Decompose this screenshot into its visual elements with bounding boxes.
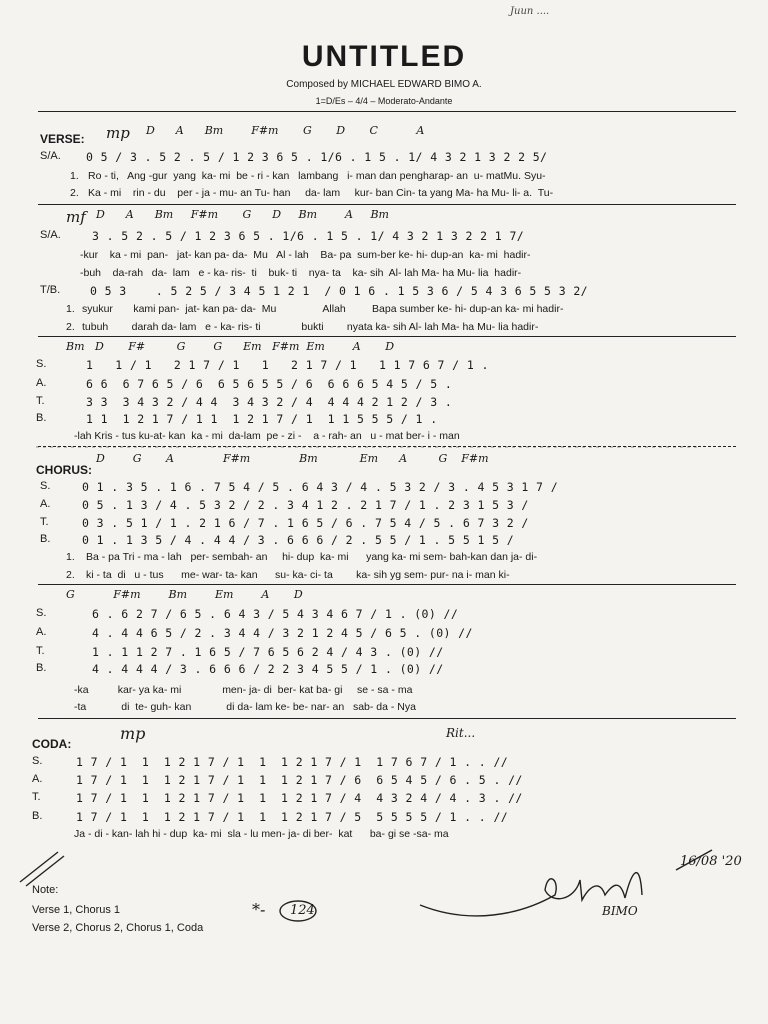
- verse-b-label: B.: [36, 412, 47, 424]
- verse-tb-label: T/B.: [40, 284, 61, 296]
- chorus-chords-1: D G A F#m Bm Em A G F#m: [96, 452, 489, 465]
- verse-chords-3: Bm D F# G G Em F#m Em A D: [66, 340, 395, 353]
- verse-lyric-2d-num: 2.: [66, 321, 75, 333]
- verse-s-notes: 1 1 / 1 2 1 7 / 1 1 2 1 7 / 1 1 1 7 6 7 / 1 .: [86, 358, 489, 372]
- chorus-lyric-a: Ba - pa Tri - ma - lah per- sembah- an hi- dup ka- mi yang ka- mi sem- bah-kan dan ja- di-: [86, 551, 538, 563]
- coda-s-notes: 1 7 / 1 1 1 2 1 7 / 1 1 1 2 1 7 / 1 1 7 6 7 / 1 . . //: [76, 755, 509, 769]
- chorus-s2-label: S.: [36, 607, 47, 619]
- chorus-t-label: T.: [40, 516, 49, 528]
- coda-ritardando: Rit...: [446, 726, 476, 740]
- coda-b-label: B.: [32, 810, 43, 822]
- verse-b-notes: 1 1 1 2 1 7 / 1 1 1 2 1 7 / 1 1 1 5 5 5 / 1 .: [86, 412, 438, 426]
- circled-number: 124: [290, 903, 315, 918]
- header-scribble: Juun ....: [510, 6, 550, 17]
- verse-lyric-1b-num: 2.: [70, 187, 79, 199]
- chorus-b2-notes: 4 . 4 4 4 / 3 . 6 6 6 / 2 2 3 4 5 5 / 1 . (0) //: [92, 662, 444, 676]
- coda-lyric: Ja - di - kan- lah hi - dup ka- mi sla - lu men- ja- di ber- kat ba- gi se -sa- ma: [74, 828, 449, 840]
- verse-a-notes: 6 6 6 7 6 5 / 6 6 5 6 5 5 / 6 6 6 6 5 4 5 / 5 .: [86, 377, 453, 391]
- chorus-s-notes: 0 1 . 3 5 . 1 6 . 7 5 4 / 5 . 6 4 3 / 4 . 5 3 2 / 3 . 4 5 3 1 7 /: [82, 480, 559, 494]
- coda-a-notes: 1 7 / 1 1 1 2 1 7 / 1 1 1 2 1 7 / 6 6 5 4 5 / 6 . 5 . //: [76, 773, 523, 787]
- verse-t-notes: 3 3 3 4 3 2 / 4 4 3 4 3 2 / 4 4 4 4 2 1 2 / 3 .: [86, 395, 453, 409]
- chorus-t-notes: 0 3 . 5 1 / 1 . 2 1 6 / 7 . 1 6 5 / 6 . 7 5 4 / 5 . 6 7 3 2 /: [82, 516, 529, 530]
- star-mark: *-: [252, 900, 266, 919]
- coda-dynamic: mp: [120, 724, 146, 743]
- note-line-1: Verse 1, Chorus 1: [32, 904, 121, 916]
- page-title: UNTITLED: [301, 40, 467, 73]
- chorus-s2-notes: 6 . 6 2 7 / 6 5 . 6 4 3 / 5 4 3 4 6 7 / 1 . (0) //: [92, 607, 459, 621]
- chorus-t2-label: T.: [36, 645, 45, 657]
- chorus-a2-label: A.: [36, 626, 47, 638]
- note-label: Note:: [32, 884, 59, 896]
- verse-lyric-2c-num: 1.: [66, 303, 75, 315]
- verse-s-label: S.: [36, 358, 47, 370]
- chorus-s-label: S.: [40, 480, 51, 492]
- slash-mark-2: [26, 856, 64, 886]
- verse-sa-notes-1: 0 5 / 3 . 5 2 . 5 / 1 2 3 6 5 . 1/6 . 1 5 . 1/ 4 3 2 1 3 2 2 5/: [86, 150, 548, 164]
- date-slash: [676, 850, 712, 870]
- verse-lyric-1b: Ka - mi rin - du per - ja - mu- an Tu- han da- lam kur- ban Cin- ta yang Ma- ha Mu- li- a. Tu-: [88, 187, 554, 199]
- chorus-lyric-a-num: 1.: [66, 551, 75, 563]
- coda-t-notes: 1 7 / 1 1 1 2 1 7 / 1 1 1 2 1 7 / 4 4 3 2 4 / 4 . 3 . //: [76, 791, 523, 805]
- slash-mark-1: [20, 852, 58, 882]
- verse-lyric-3: -lah Kris - tus ku-at- kan ka - mi da-lam pe - zi - a - rah- an u - mat ber- i - man: [74, 430, 460, 442]
- verse-tb-notes: 0 5 3 . 5 2 5 / 3 4 5 1 2 1 / 0 1 6 . 1 5 3 6 / 5 4 3 6 5 5 3 2/: [90, 284, 589, 298]
- chorus-lyric-c: -ka kar- ya ka- mi men- ja- di ber- kat ba- gi se - sa - ma: [74, 684, 413, 696]
- verse-lyric-2d: tubuh darah da- lam e - ka- ris- ti bukti nyata ka- sih Al- lah Ma- ha Mu- lia hadir-: [82, 321, 539, 333]
- verse-t-label: T.: [36, 395, 45, 407]
- key-meter-tempo: 1=D/Es – 4/4 – Moderato-Andante: [315, 96, 453, 106]
- signature-name: BIMO: [602, 904, 638, 918]
- verse-label: VERSE:: [40, 132, 85, 146]
- circle-mark: [280, 901, 316, 921]
- verse-sa-label-1: S/A.: [40, 150, 61, 162]
- verse-chords-2: D A Bm F#m G D Bm A Bm: [96, 208, 389, 221]
- coda-t-label: T.: [32, 791, 41, 803]
- verse-dynamic-1: mp: [106, 124, 130, 142]
- chorus-a-notes: 0 5 . 1 3 / 4 . 5 3 2 / 2 . 3 4 1 2 . 2 1 7 / 1 . 2 3 1 5 3 /: [82, 498, 529, 512]
- composer-credit: Composed by MICHAEL EDWARD BIMO A.: [286, 79, 482, 90]
- verse-lyric-2b: -buh da-rah da- lam e - ka- ris- ti buk- ti nya- ta ka- sih Al- lah Ma- ha Mu- lia hadir-: [80, 267, 522, 279]
- note-line-2: Verse 2, Chorus 2, Chorus 1, Coda: [32, 922, 204, 934]
- chorus-b-notes: 0 1 . 1 3 5 / 4 . 4 4 / 3 . 6 6 6 / 2 . 5 5 / 1 . 5 5 1 5 /: [82, 533, 515, 547]
- signature-mark: [420, 873, 642, 916]
- coda-a-label: A.: [32, 773, 43, 785]
- coda-label: CODA:: [32, 737, 72, 751]
- chorus-b-label: B.: [40, 533, 51, 545]
- verse-sa-notes-2: 3 . 5 2 . 5 / 1 2 3 6 5 . 1/6 . 1 5 . 1/ 4 3 2 1 3 2 2 1 7/: [92, 229, 525, 243]
- verse-lyric-2c: syukur kami pan- jat- kan pa- da- Mu Allah Bapa sumber ke- hi- dup-an ka- mi hadir-: [82, 303, 564, 315]
- verse-dynamic-2: mf: [66, 208, 86, 226]
- handwritten-date: 16/08 '20: [680, 854, 742, 869]
- verse-lyric-2a: -kur ka - mi pan- jat- kan pa- da- Mu Al - lah Ba- pa sum-ber ke- hi- dup-an ka- mi hadir-: [80, 249, 531, 261]
- verse-a-label: A.: [36, 377, 47, 389]
- chorus-b2-label: B.: [36, 662, 47, 674]
- chorus-lyric-b-num: 2.: [66, 569, 75, 581]
- verse-sa-label-2: S/A.: [40, 229, 61, 241]
- verse-lyric-1a: Ro - ti, Ang -gur yang ka- mi be - ri - kan lambang i- man dan pengharap- an u- matMu. Syu-: [88, 170, 546, 182]
- chorus-a-label: A.: [40, 498, 51, 510]
- coda-b-notes: 1 7 / 1 1 1 2 1 7 / 1 1 1 2 1 7 / 5 5 5 5 5 / 1 . . //: [76, 810, 509, 824]
- verse-chords-1: D A Bm F#m G D C A: [146, 124, 425, 137]
- chorus-lyric-d: -ta di te- guh- kan di da- lam ke- be- nar- an sab- da - Nya: [74, 701, 416, 713]
- coda-s-label: S.: [32, 755, 43, 767]
- chorus-t2-notes: 1 . 1 1 2 7 . 1 6 5 / 7 6 5 6 2 4 / 4 3 . (0) //: [92, 645, 444, 659]
- verse-lyric-1a-num: 1.: [70, 170, 79, 182]
- chorus-a2-notes: 4 . 4 4 6 5 / 2 . 3 4 4 / 3 2 1 2 4 5 / 6 5 . (0) //: [92, 626, 473, 640]
- chorus-label: CHORUS:: [36, 463, 92, 477]
- chorus-chords-2: G F#m Bm Em A D: [66, 588, 303, 601]
- chorus-lyric-b: ki - ta di u - tus me- war- ta- kan su- ka- ci- ta ka- sih yg sem- pur- na i- man ki-: [86, 569, 510, 581]
